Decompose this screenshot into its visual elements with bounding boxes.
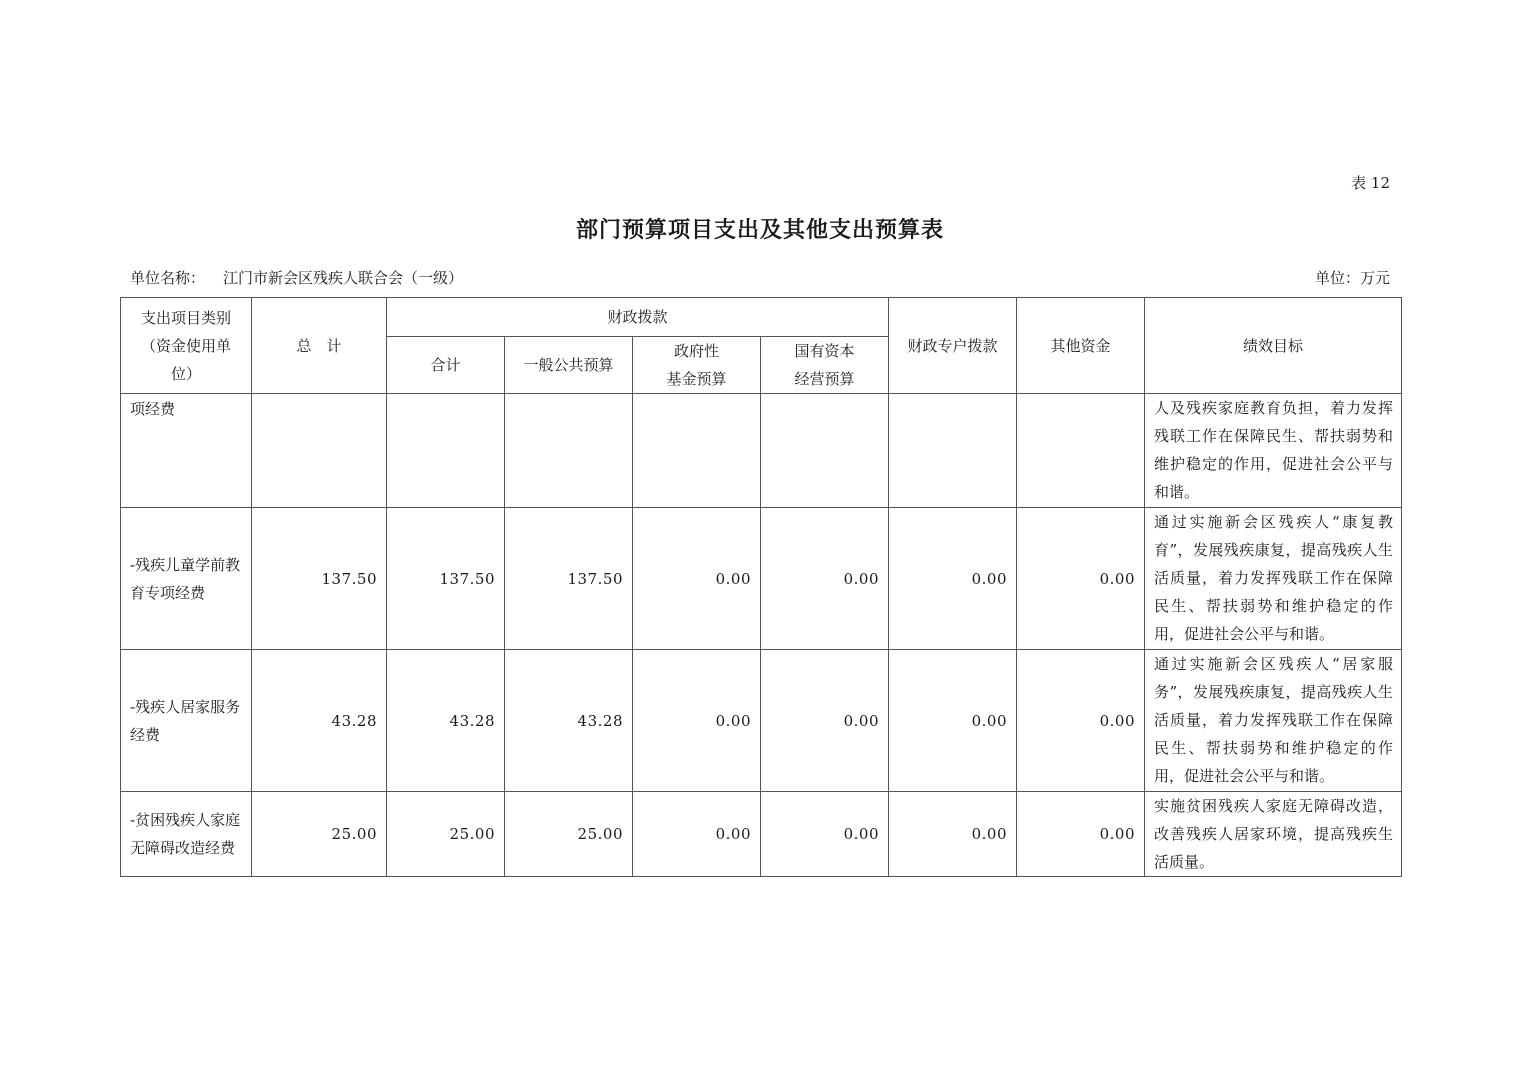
row-category: -残疾人居家服务经费 [121,650,252,792]
row-general-budget: 43.28 [505,650,633,792]
header-other: 其他资金 [1017,298,1145,394]
row-subtotal [387,394,505,508]
header-total: 总 计 [252,298,387,394]
table-number: 表 12 [1351,174,1390,192]
row-gov-fund: 0.00 [633,792,761,877]
header-general-budget: 一般公共预算 [505,337,633,394]
table-row [121,394,1402,508]
row-state-capital: 0.00 [761,508,889,650]
row-category: -贫困残疾人家庭无障碍改造经费 [121,792,252,877]
header-state-capital-line2: 经营预算 [794,370,855,388]
table-row [121,650,1402,792]
header-fiscal: 财政拨款 [387,298,889,337]
unit-name-label: 单位名称： [130,269,206,287]
budget-table [120,297,1402,877]
header-subtotal: 合计 [387,337,505,394]
row-general-budget [505,394,633,508]
table-row [121,792,1402,877]
row-special [889,394,1017,508]
row-category: -残疾儿童学前教育专项经费 [121,508,252,650]
header-category: 支出项目类别（资金使用单位） [121,298,252,394]
header-special: 财政专户拨款 [889,298,1017,394]
currency-unit: 单位：万元 [1314,269,1390,287]
header-gov-fund [633,337,761,394]
row-other: 0.00 [1017,792,1145,877]
row-special: 0.00 [889,792,1017,877]
row-total [252,394,387,508]
row-special: 0.00 [889,650,1017,792]
row-performance: 人及残疾家庭教育负担，着力发挥残联工作在保障民生、帮扶弱势和维护稳定的作用，促进社会公平与和谐。 [1145,394,1402,508]
row-total: 43.28 [252,650,387,792]
row-other: 0.00 [1017,508,1145,650]
header-state-capital [761,337,889,394]
unit-name-group [130,267,463,288]
meta-row [130,267,1390,289]
header-row-1 [121,298,1402,337]
row-performance: 通过实施新会区残疾人“居家服务”，发展残疾康复，提高残疾人生活质量，着力发挥残联工作在保障民生、帮扶弱势和维护稳定的作用，促进社会公平与和谐。 [1145,650,1402,792]
header-gov-fund-line2: 基金预算 [666,370,727,388]
row-state-capital: 0.00 [761,792,889,877]
row-gov-fund: 0.00 [633,650,761,792]
header-performance: 绩效目标 [1145,298,1402,394]
table-row [121,508,1402,650]
row-performance: 实施贫困残疾人家庭无障碍改造，改善残疾人居家环境，提高残疾生活质量。 [1145,792,1402,877]
row-general-budget: 25.00 [505,792,633,877]
row-performance: 通过实施新会区残疾人“康复教育”，发展残疾康复，提高残疾人生活质量，着力发挥残联工作在保障民生、帮扶弱势和维护稳定的作用，促进社会公平与和谐。 [1145,508,1402,650]
row-special: 0.00 [889,508,1017,650]
unit-name-value: 江门市新会区残疾人联合会（一级） [223,269,464,287]
header-gov-fund-line1: 政府性 [673,342,719,360]
header-state-capital-line1: 国有资本 [794,342,855,360]
document-title: 部门预算项目支出及其他支出预算表 [575,217,944,243]
row-category: 项经费 [121,394,252,508]
row-subtotal: 43.28 [387,650,505,792]
row-general-budget: 137.50 [505,508,633,650]
row-state-capital [761,394,889,508]
row-total: 25.00 [252,792,387,877]
row-gov-fund [633,394,761,508]
row-subtotal: 137.50 [387,508,505,650]
row-other [1017,394,1145,508]
row-state-capital: 0.00 [761,650,889,792]
row-subtotal: 25.00 [387,792,505,877]
row-total: 137.50 [252,508,387,650]
row-other: 0.00 [1017,650,1145,792]
row-gov-fund: 0.00 [633,508,761,650]
